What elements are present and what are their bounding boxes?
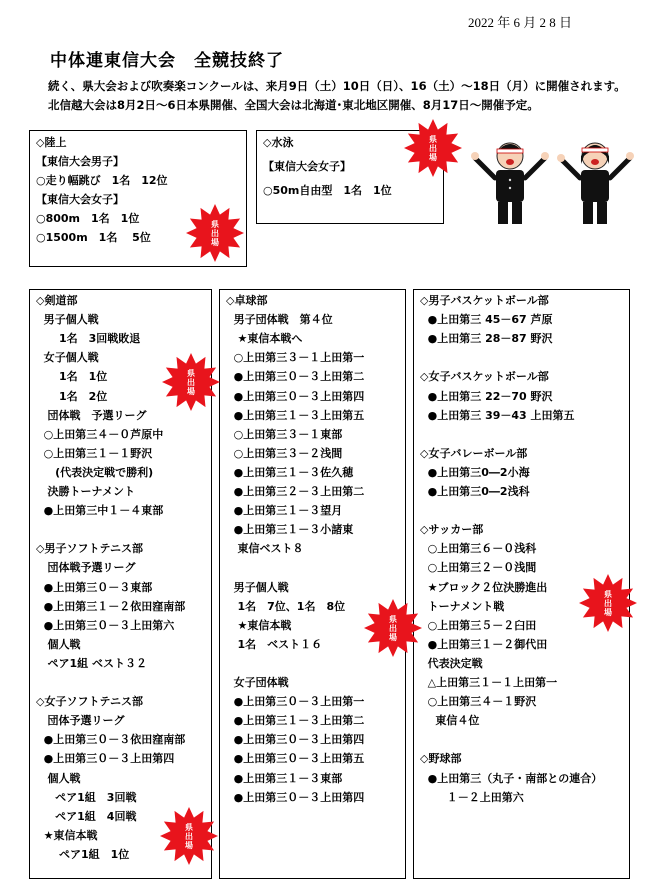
col2-line: ●上田第三０－３上田第五 xyxy=(226,752,365,766)
col1-line: 1名 3回戦敗退 xyxy=(36,332,141,346)
col3-line: ◇女子バレーボール部 xyxy=(420,446,528,460)
col1-line: 1名 2位 xyxy=(36,389,108,403)
prefecture-badge-takkyu: 県出場 xyxy=(363,598,423,658)
col1-line: 1名 1位 xyxy=(36,370,108,384)
col3-line: ●上田第三0―2浅科 xyxy=(420,485,530,498)
rikujo-line: ○走り幅跳び 1名 12位 xyxy=(36,174,168,187)
col2-line: ●上田第三０－３上田第四 xyxy=(226,389,365,403)
col3-line: ●上田第三 45－67 芦原 xyxy=(420,313,553,327)
col3-line: ○上田第三６－０浅科 xyxy=(420,542,537,556)
col2-line: ●上田第三１－３佐久穂 xyxy=(226,465,354,479)
col2-line: ○上田第三３－２浅間 xyxy=(226,446,343,460)
col1-line: ペア1組 ベスト３２ xyxy=(36,656,147,670)
col1-line: (代表決定戦で勝利) xyxy=(36,465,154,479)
col2-line: ◇卓球部 xyxy=(226,294,268,307)
col3-line: ●上田第三 39－43 上田第五 xyxy=(420,408,575,422)
rikujo-line: ○1500m 1名 5位 xyxy=(36,231,151,244)
cheer-boy-left xyxy=(471,143,549,224)
col2-line: ★東信本戦 xyxy=(226,618,292,632)
col2-line: ●上田第三１－３上田第五 xyxy=(226,408,365,422)
col3-line: △上田第三１－１上田第一 xyxy=(420,676,558,689)
col2-line: ●上田第三０－３上田第四 xyxy=(226,733,365,747)
prefecture-badge-rikujo: 県出場 xyxy=(185,203,245,263)
col2-line: 男子個人戦 xyxy=(226,580,289,594)
col3-line: ◇野球部 xyxy=(420,752,462,766)
col1-line: ○上田第三１－１野沢 xyxy=(36,446,153,460)
col3-line: ◇女子バスケットボール部 xyxy=(420,370,549,384)
prefecture-badge-softtennis: 県出場 xyxy=(159,806,219,866)
col3-line: ○上田第三５－２臼田 xyxy=(420,618,537,632)
col3-line: ◇サッカー部 xyxy=(420,523,484,537)
cheer-girl-right xyxy=(557,143,634,224)
col3-line: ●上田第三0―2小海 xyxy=(420,465,530,479)
col1-line: 個人戦 xyxy=(36,771,81,785)
date: 2022 年 6 月 2 8 日 xyxy=(468,15,573,30)
col3-line: ●上田第三（丸子・南部との連合） xyxy=(420,771,603,785)
col3-line: ●上田第三１－２御代田 xyxy=(420,637,548,651)
prefecture-badge-suiei: 県出場 xyxy=(403,118,463,178)
rikujo-line: ◇陸上 xyxy=(36,136,67,149)
col1-line: ●上田第三０－３依田窪南部 xyxy=(36,733,186,747)
intro-line-2: 北信越大会は8月2日～6日本県開催、全国大会は北海道･東北地区開催、8月17日～開催予定。 xyxy=(48,98,539,112)
col3-line: １－２上田第六 xyxy=(420,790,524,804)
col1-line: 団体戦予選リーグ xyxy=(36,561,136,575)
col1-line: 個人戦 xyxy=(36,637,81,651)
prefecture-badge-kendo: 県出場 xyxy=(161,352,221,412)
col2-line: ●上田第三２－３上田第二 xyxy=(226,485,365,498)
intro-line-1: 続く、県大会および吹奏楽コンクールは、来月9日（土）10日（日）、16（土）～18日（月）に開催されます。 xyxy=(48,79,626,93)
col2-line: ○上田第三３－１東部 xyxy=(226,427,343,441)
col1-line: 男子個人戦 xyxy=(36,313,99,327)
col1-line: ペア1組 4回戦 xyxy=(36,809,137,823)
col2-line: ●上田第三０－３上田第二 xyxy=(226,370,365,384)
col3-line: 東信４位 xyxy=(420,714,480,728)
col3-line: ○上田第三２－０浅間 xyxy=(420,561,537,575)
col1-line: ◇剣道部 xyxy=(36,294,78,307)
suiei-line: ◇水泳 xyxy=(263,136,294,149)
col3-line: ●上田第三 22－70 野沢 xyxy=(420,389,553,403)
col1-line: 決勝トーナメント xyxy=(36,485,136,498)
col1-line: ペア1組 3回戦 xyxy=(36,790,137,804)
rikujo-line: ○800m 1名 1位 xyxy=(36,212,140,225)
col1-line: ペア1組 1位 xyxy=(36,847,130,861)
col2-line: ●上田第三０－３上田第一 xyxy=(226,695,365,709)
col2-line: 男子団体戦 第４位 xyxy=(226,313,333,327)
rikujo-line: 【東信大会女子】 xyxy=(36,193,124,206)
page-title: 中体連東信大会 全競技終了 xyxy=(50,51,284,71)
col3-line: 代表決定戦 xyxy=(420,656,483,670)
col1-line: 女子個人戦 xyxy=(36,351,99,365)
col1-line: ★東信本戦 xyxy=(36,828,98,842)
col1-line: ○上田第三４－０芦原中 xyxy=(36,427,164,441)
col1-line: ●上田第三１－２依田窪南部 xyxy=(36,599,186,613)
col3-line: ★ブロック２位決勝進出 xyxy=(420,580,548,594)
col3-line: ○上田第三４－１野沢 xyxy=(420,695,537,709)
col2-line: ●上田第三１－３東部 xyxy=(226,771,343,785)
col3-line: ●上田第三 28－87 野沢 xyxy=(420,332,553,346)
col2-line: ●上田第三０－３上田第四 xyxy=(226,790,365,804)
cheering-students-illustration xyxy=(470,130,640,230)
col2-line: ○上田第三３－１上田第一 xyxy=(226,351,365,365)
col2-line: ●上田第三１－３望月 xyxy=(226,504,343,518)
col1-line: ●上田第三中１－４東部 xyxy=(36,504,164,518)
column-2-box xyxy=(219,289,406,879)
col2-line: ●上田第三１－３上田第二 xyxy=(226,714,365,728)
col2-line: ★東信本戦へ xyxy=(226,332,303,346)
col3-line: トーナメント戦 xyxy=(420,599,505,613)
col2-line: 1名 7位、1名 8位 xyxy=(226,599,346,613)
col1-line: 団体予選リーグ xyxy=(36,714,125,728)
col3-line: ◇男子バスケットボール部 xyxy=(420,294,549,307)
col1-line: 団体戦 予選リーグ xyxy=(36,408,147,422)
col1-line: ◇男子ソフトテニス部 xyxy=(36,542,144,556)
col1-line: ◇女子ソフトテニス部 xyxy=(36,695,144,709)
suiei-line: 【東信大会女子】 xyxy=(263,160,351,173)
col2-line: 女子団体戦 xyxy=(226,676,289,689)
prefecture-badge-soccer: 県出場 xyxy=(578,573,638,633)
col2-line: 1名 ベスト１６ xyxy=(226,637,323,651)
col1-line: ●上田第三０－３上田第六 xyxy=(36,618,175,632)
rikujo-line: 【東信大会男子】 xyxy=(36,155,124,168)
col1-line: ●上田第三０－３上田第四 xyxy=(36,752,175,766)
col1-line: ●上田第三０－３東部 xyxy=(36,580,153,594)
suiei-line: ○50m自由型 1名 1位 xyxy=(263,184,392,197)
col2-line: 東信ベスト８ xyxy=(226,542,304,556)
col2-line: ●上田第三１－３小諸東 xyxy=(226,523,354,537)
